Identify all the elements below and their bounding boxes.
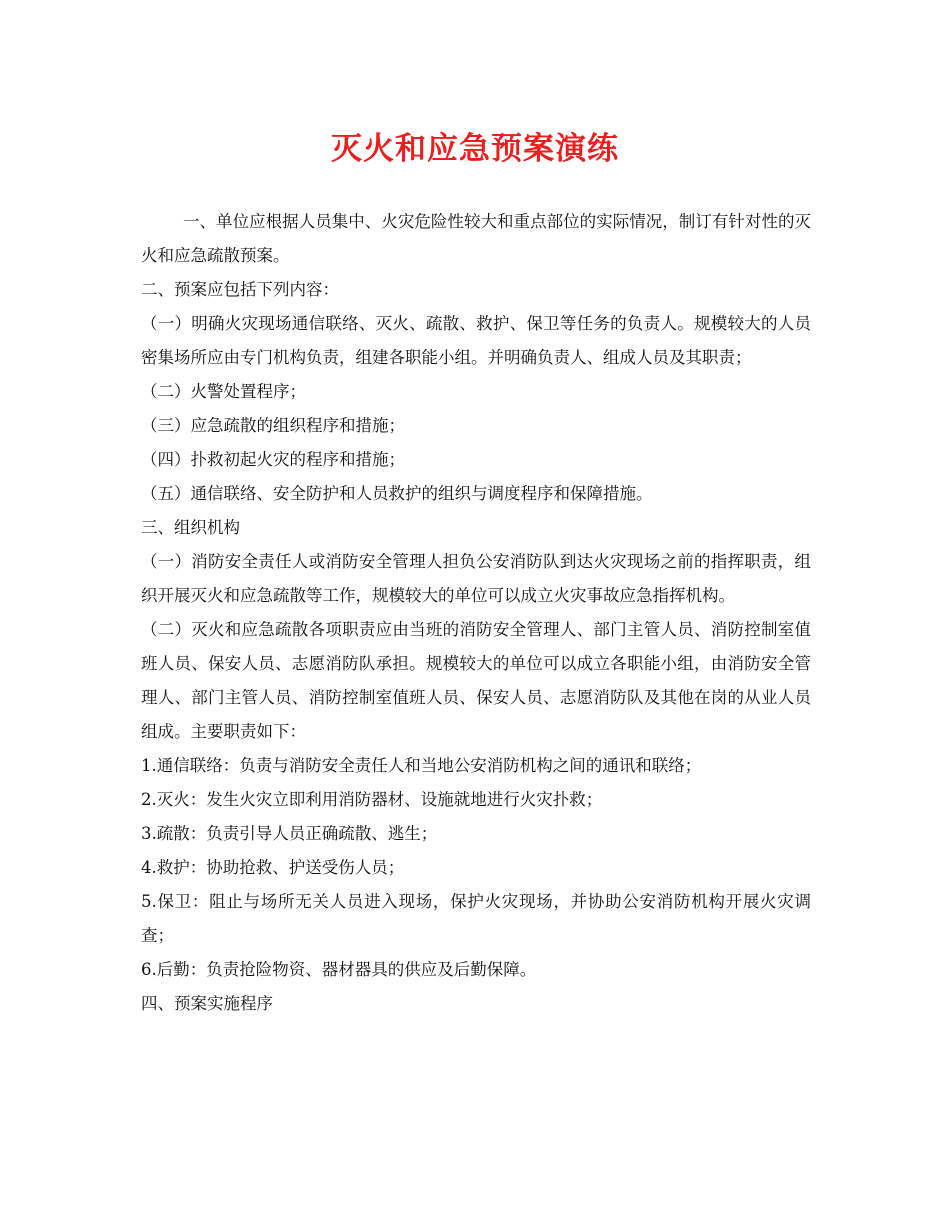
document-body (141, 205, 811, 1021)
duty-item: 3.疏散：负责引导人员正确疏散、逃生； (141, 824, 438, 843)
section-heading-4: 四、预案实施程序 (141, 994, 273, 1013)
list-item: （二）灭火和应急疏散各项职责应由当班的消防安全管理人、部门主管人员、消防控制室值班人员、保安人员、志愿消防队承担。规模较大的单位可以成立各职能小组，由消防安全管理人、部门主管人员、消防控制室值班人员、保安人员、志愿消防队及其他在岗的从业人员组成。主要职责如下： (141, 620, 811, 741)
list-item: （一）消防安全责任人或消防安全管理人担负公安消防队到达火灾现场之前的指挥职责，组织开展灭火和应急疏散等工作，规模较大的单位可以成立火灾事故应急指挥机构。 (141, 552, 811, 605)
list-item: （四）扑救初起火灾的程序和措施； (141, 450, 405, 469)
list-item: （一）明确火灾现场通信联络、灭火、疏散、救护、保卫等任务的负责人。规模较大的人员密集场所应由专门机构负责，组建各职能小组。并明确负责人、组成人员及其职责； (141, 314, 811, 367)
list-item: （五）通信联络、安全防护和人员救护的组织与调度程序和保障措施。 (141, 484, 653, 503)
duty-item: 5.保卫：阻止与场所无关人员进入现场，保护火灾现场，并协助公安消防机构开展火灾调查； (141, 892, 811, 945)
section-heading-3: 三、组织机构 (141, 518, 240, 537)
list-item: （三）应急疏散的组织程序和措施； (141, 416, 405, 435)
duty-item: 4.救护：协助抢救、护送受伤人员； (141, 858, 405, 877)
section-heading-2: 二、预案应包括下列内容： (141, 280, 339, 299)
duty-item: 2.灭火：发生火灾立即利用消防器材、设施就地进行火灾扑救； (141, 790, 603, 809)
duty-item: 6.后勤：负责抢险物资、器材器具的供应及后勤保障。 (141, 960, 537, 979)
paragraph-intro: 一、单位应根据人员集中、火灾危险性较大和重点部位的实际情况，制订有针对性的灭火和应急疏散预案。 (141, 212, 811, 265)
document-title: 灭火和应急预案演练 (331, 131, 619, 167)
duty-item: 1.通信联络：负责与消防安全责任人和当地公安消防机构之间的通讯和联络； (141, 756, 702, 775)
list-item: （二）火警处置程序； (141, 382, 306, 401)
